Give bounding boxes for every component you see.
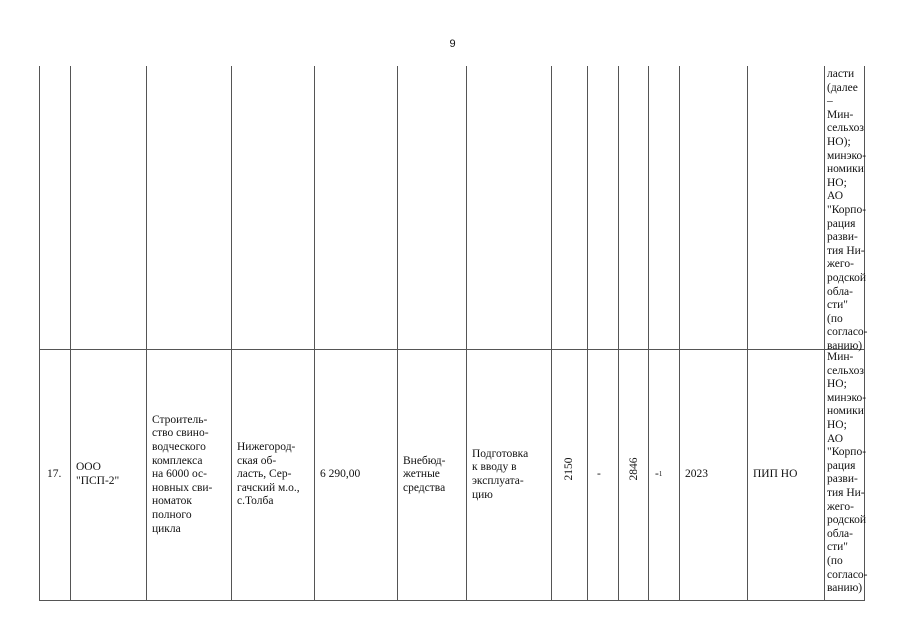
text-line: номики — [827, 163, 864, 176]
text-line: АО — [827, 432, 844, 445]
text-line: комплекса — [152, 454, 203, 467]
text-line: номики — [827, 405, 864, 418]
year-cell — [685, 350, 745, 600]
text-line: АО — [827, 190, 844, 203]
text-line: НО; — [827, 176, 847, 189]
column-divider — [146, 66, 147, 601]
text-line: разви- — [827, 473, 858, 486]
cost-cell — [320, 350, 398, 600]
column-divider — [747, 66, 748, 601]
text-line: НО; — [827, 418, 847, 431]
text-line: "ПСП-2" — [76, 475, 120, 487]
text-line: средства — [403, 481, 446, 494]
column-divider — [648, 66, 649, 601]
column-divider — [618, 66, 619, 601]
text-line: жетные — [403, 468, 440, 481]
text-line: обла- — [827, 285, 853, 298]
text-line: обла- — [827, 527, 853, 540]
continuation-responsible — [827, 68, 868, 353]
program-cell — [753, 350, 823, 600]
text-line: (далее – — [827, 81, 858, 108]
text-line: полного — [152, 508, 192, 521]
text-line: сельхоз — [827, 122, 864, 135]
value-d: - — [655, 468, 659, 481]
value-c-cell — [628, 454, 640, 484]
text-line: водческого — [152, 441, 206, 454]
text-line: минэко- — [827, 149, 867, 162]
text-line: сти" (по — [827, 299, 848, 325]
value-a: 2150 — [563, 457, 575, 481]
text-line: сельхоз — [827, 364, 864, 377]
text-line: ласть, Сер- — [237, 468, 292, 481]
value-a-cell — [563, 454, 575, 484]
year-value: 2023 — [685, 468, 708, 481]
page-number: 9 — [449, 38, 456, 50]
table-border-left — [39, 66, 40, 601]
text-line: "Корпо- — [827, 446, 867, 459]
text-line: тия Ни- — [827, 244, 865, 257]
data-table — [39, 66, 868, 601]
program-value: ПИП НО — [753, 468, 798, 481]
text-line: сти" (по — [827, 541, 848, 567]
text-line: "Корпо- — [827, 203, 867, 216]
text-line: родской — [827, 514, 867, 527]
text-line: ская об- — [237, 454, 277, 467]
column-divider — [587, 66, 588, 601]
text-line: жего- — [827, 500, 854, 513]
text-line: Нижегород- — [237, 441, 296, 454]
text-line: родской — [827, 271, 867, 284]
text-line: согласо- — [827, 568, 868, 581]
text-line: НО); — [827, 135, 851, 148]
table-border-bottom — [39, 600, 865, 601]
text-line: эксплуата- — [472, 475, 524, 487]
cost-value: 6 290,00 — [320, 468, 361, 481]
text-line: Мин- — [827, 108, 854, 121]
text-line: ство свино- — [152, 427, 209, 440]
organization-cell — [76, 350, 146, 600]
value-b: - — [597, 468, 601, 481]
row-number — [47, 350, 71, 600]
text-line: разви- — [827, 231, 858, 244]
text-line: жего- — [827, 258, 854, 271]
column-divider — [679, 66, 680, 601]
text-line: НО; — [827, 378, 847, 391]
value-b-cell — [597, 350, 611, 600]
text-line: Строитель- — [152, 413, 208, 426]
text-line: рация — [827, 217, 856, 230]
row-number-text: 17. — [47, 468, 62, 481]
stage-cell — [472, 350, 552, 600]
text-line: согласо- — [827, 326, 868, 339]
text-line: минэко- — [827, 391, 867, 404]
responsible-cell — [827, 351, 868, 596]
text-line: с.Толба — [237, 495, 274, 508]
funding-source-cell — [403, 350, 467, 600]
project-cell — [152, 350, 232, 600]
text-line: гачский м.о., — [237, 481, 300, 494]
text-line: цикла — [152, 522, 181, 535]
text-line: ласти — [827, 68, 855, 80]
value-d-cell — [655, 350, 675, 600]
text-line: тия Ни- — [827, 486, 865, 499]
text-line: к вводу в — [472, 461, 517, 474]
text-line: ванию) — [827, 339, 863, 352]
text-line: цию — [472, 488, 493, 501]
text-line: рация — [827, 459, 856, 472]
footnote-marker: 1 — [658, 470, 663, 479]
text-line: Внебюд- — [403, 454, 446, 467]
text-line: новных сви- — [152, 481, 213, 494]
column-divider — [824, 66, 825, 601]
text-line: номаток — [152, 495, 192, 508]
text-line: ванию) — [827, 582, 863, 595]
location-cell — [237, 350, 315, 600]
text-line: Подготовка — [472, 447, 529, 460]
value-c: 2846 — [628, 457, 640, 481]
text-line: на 6000 ос- — [152, 468, 207, 481]
text-line: Мин- — [827, 351, 854, 363]
text-line: ООО — [76, 461, 101, 474]
